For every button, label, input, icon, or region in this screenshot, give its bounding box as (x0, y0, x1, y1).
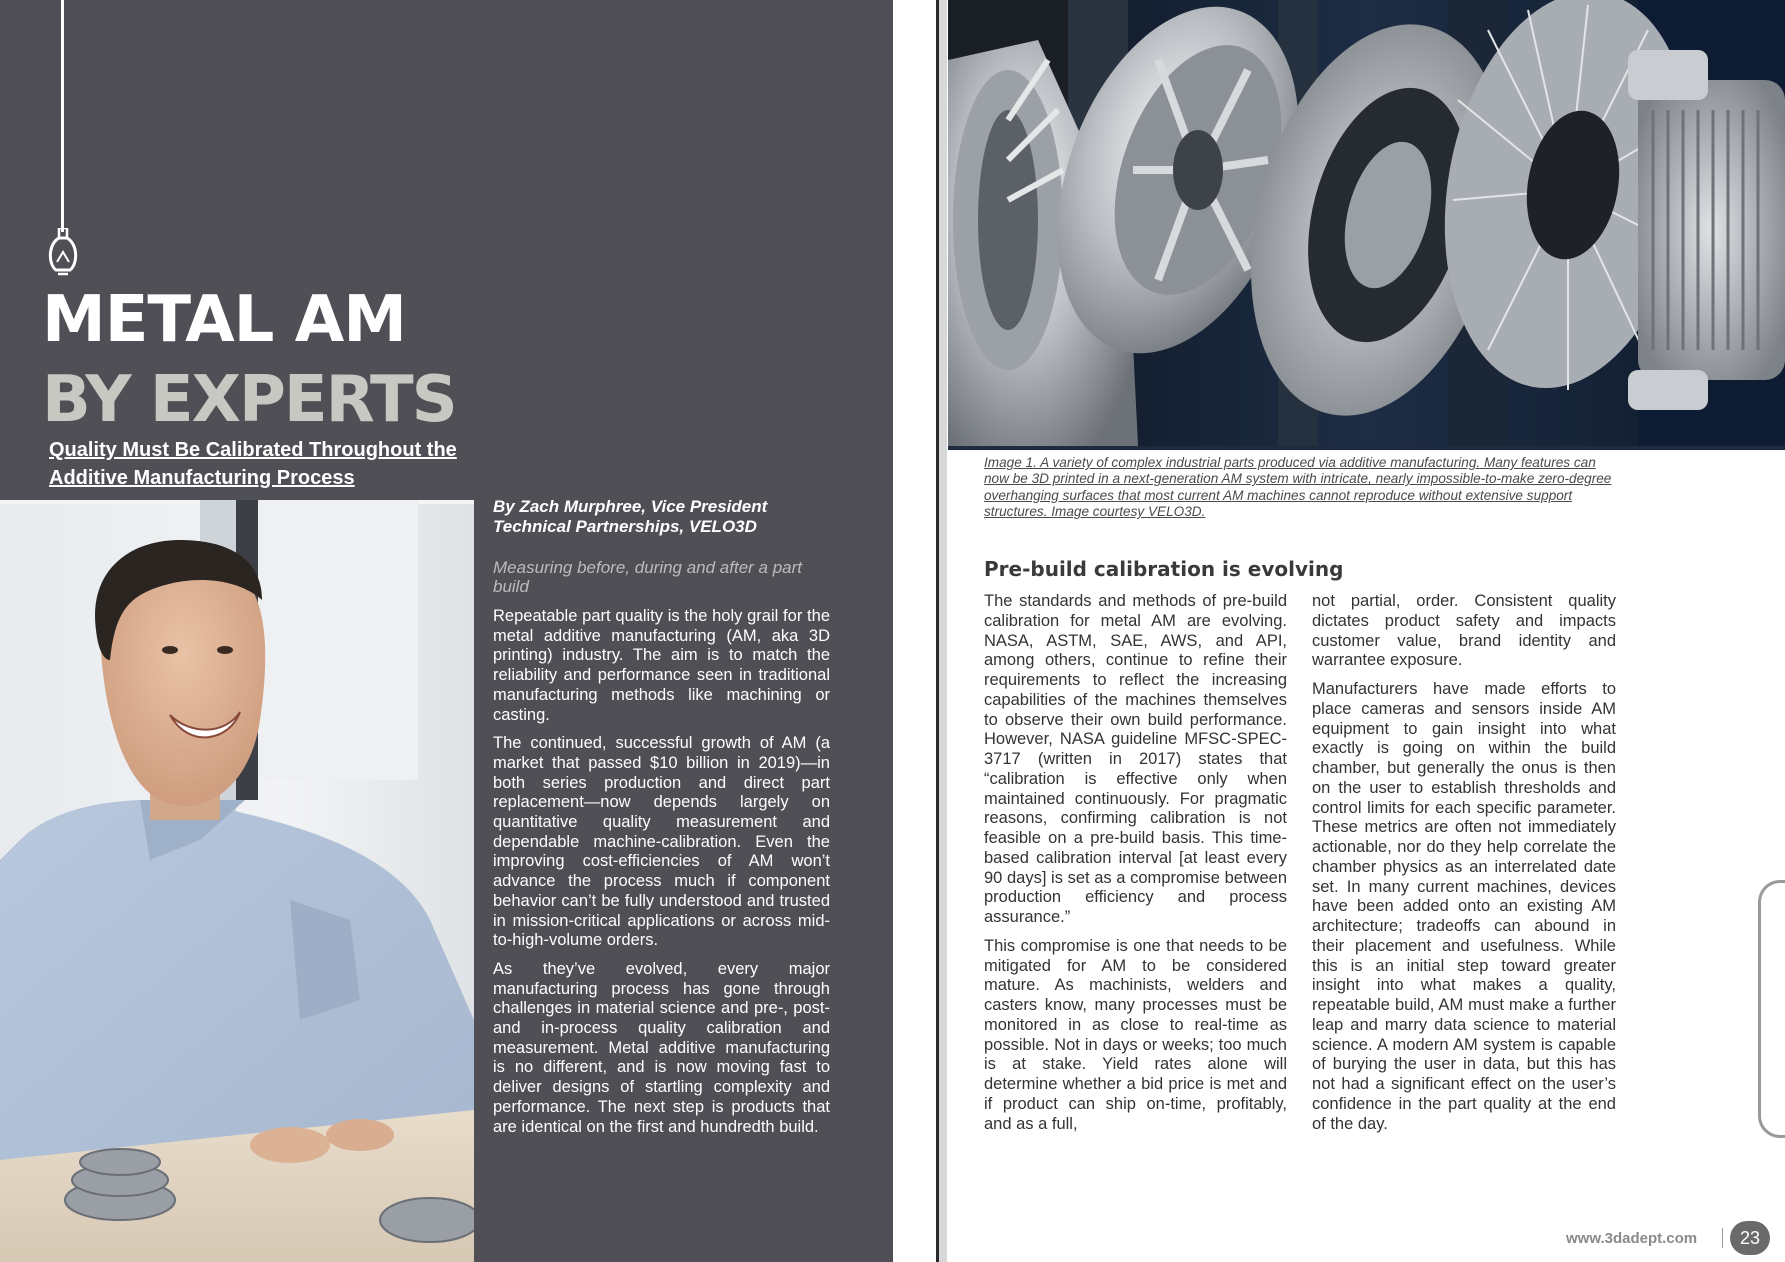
body-paragraph: This compromise is one that needs to be mitigated for AM to be considered mature. As machinists, welders and casters know, many processes must be monitored in as close to real-time as possible. Not in days or weeks; too much is at stake. Yield rates alone will determine whether a bid price is met and if product can ship on-time, profitably, and as a full, (984, 936, 1287, 1133)
lede: Measuring before, during and after a part build (493, 558, 803, 596)
spine-shadow (939, 0, 947, 1262)
body-paragraph: Manufacturers have made efforts to place cameras and sensors inside AM equipment to gain insight into what exactly is going on within the build chamber, but generally the onus is then on the user to establish thresholds and control limits for each specific parameter. These metrics are often not immediately actionable, nor do they help correlate the chamber physics as an interrelated date set. In many current machines, devices have been added onto an existing AM architecture; tradeoffs can abound in their placement and usefulness. While this is an initial step toward greater insight into what makes a quality, repeatable build, AM must make a further leap and marry data science to material science. A modern AM system is capable of burying the user in data, but this has not had a significant effect on the user’s confidence in the part quality at the end of the day. (1312, 680, 1616, 1133)
body-paragraph: Repeatable part quality is the holy grail for the metal additive manufacturing (AM, aka 3D printing) industry. The aim is to match the reliability and performance seen in traditional manufacturing methods like machining or casting. (493, 607, 830, 724)
hero-rule (948, 446, 1785, 450)
left-body-text (493, 607, 830, 1146)
body-paragraph: The continued, successful growth of AM (a market that passed $10 billion in 2019)—in both series production and direct part replacement—now depends largely on quantitative quality measurement and dependable machine-calibration. Even the improving cost-efficiencies of AM won’t advance the process much if component behavior can’t be fully understood and trusted in mission-critical applications or across mid-to-high-volume orders. (493, 734, 830, 950)
lamp-cord (61, 0, 64, 232)
section-heading: Pre-build calibration is evolving (984, 557, 1344, 581)
hero-image-metal-parts (948, 0, 1785, 446)
body-paragraph: The standards and methods of pre-build calibration for metal AM are evolving. NASA, ASTM, SAE, AWS, and API, among others, continue to refine their requirements to reflect the increasing capabilities of the machines themselves to observe their own build performance. However, NASA guideline MFSC-SPEC-3717 (written in 2017) states that “calibration is effective only when maintained continuously. For pragmatic reasons, confirming calibration is not feasible on a pre-build basis. This time-based calibration interval [at least every 90 days] is set as a compromise between production efficiency and process assurance.” (984, 592, 1287, 926)
title-line-2: BY EXPERTS (42, 363, 456, 437)
body-paragraph: not partial, order. Consistent quality dictates product safety and impacts customer value, brand identity and warrantee exposure. (1312, 592, 1616, 670)
footer-url: www.3dadept.com (1566, 1230, 1698, 1247)
footer-separator (1722, 1228, 1723, 1248)
lightbulb-icon (46, 228, 80, 278)
page-number-badge: 23 (1730, 1221, 1770, 1255)
article-subtitle: Quality Must Be Calibrated Throughout the Additive Manufacturing Process (49, 439, 457, 489)
byline: By Zach Murphree, Vice President Technical Partnerships, VELO3D (493, 497, 768, 536)
page-edge-tab (1758, 880, 1785, 1138)
text-column-1 (984, 592, 1287, 1143)
text-column-2 (1312, 592, 1616, 1143)
title-line-1: METAL AM (42, 283, 406, 357)
body-paragraph: As they’ve evolved, every major manufacturing process has gone through challenges in material science and pre-, post- and in-process quality calibration and measurement. Metal additive manufacturing is no different, and is now moving fast to deliver designs of startling complexity and performance. The next step is products that are identical on the first and hundredth build. (493, 959, 830, 1136)
page-gutter (893, 0, 937, 1262)
author-photo (0, 500, 474, 1262)
image-caption: Image 1. A variety of complex industrial parts produced via additive manufacturing. Many features can now be 3D printed in a next-generation AM system with intricate, nearly impossible-to-make zero-degree overhanging surfaces that most current AM machines cannot reproduce without extensive support structures. Image courtesy VELO3D. (984, 455, 1612, 520)
